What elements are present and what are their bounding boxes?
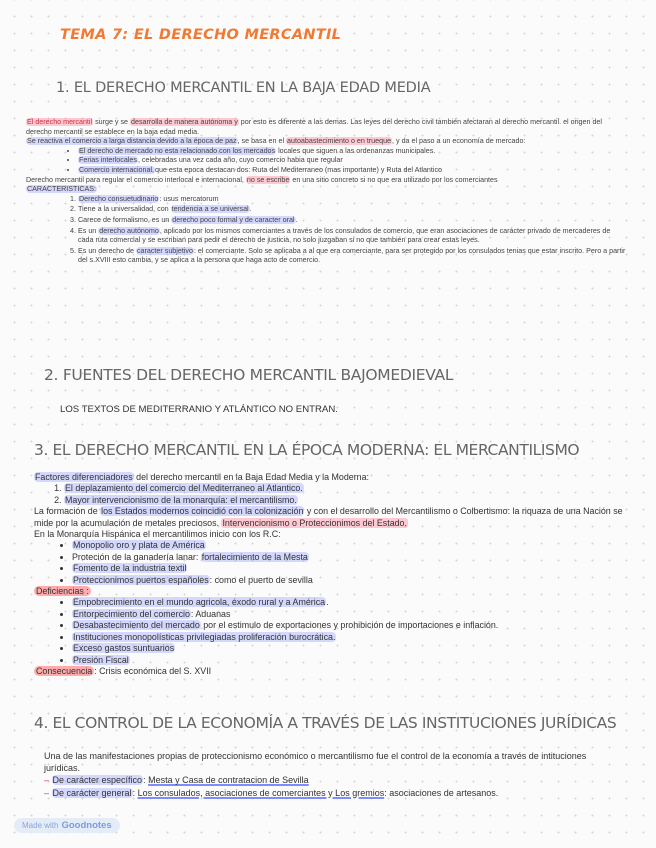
text: : (143, 775, 149, 786)
list-item (78, 247, 626, 266)
highlight: Ferias interlocales (79, 156, 137, 165)
highlight: Exceso gastos suntuarios (73, 643, 175, 654)
highlight: Monopolio oro y plata de América (73, 540, 205, 551)
highlight: Instituciones monopolísticas privilegiadas proliferación burocrática. (73, 631, 336, 642)
paragraph: Una de las manifestaciones propias de proteccionismo económico o mercantilismo fue el control de la economía a través de intituciones jurídicas. (44, 751, 587, 774)
list-item (72, 632, 634, 643)
text: : como el puerto de sevilla (209, 574, 313, 585)
text: Es un (78, 226, 99, 235)
paragraph (26, 137, 626, 147)
highlight: Empobrecimiento en el mundo agricola, éxodo rural y a América (73, 597, 326, 608)
list-item (78, 216, 626, 226)
highlight: Factores diferenciadores (35, 472, 133, 482)
text: . (295, 215, 298, 224)
list-item (64, 483, 634, 494)
goodnotes-badge (14, 818, 120, 833)
characteristics-list (26, 195, 626, 266)
highlight: Comercio internacional, (79, 165, 155, 174)
list-item (78, 166, 626, 176)
highlight: Deficiencias : (36, 586, 89, 597)
paragraph (26, 176, 626, 186)
highlight: autoabastecimiento o en trueque (287, 137, 392, 146)
text: Derecho mercantil para regular el comercio interlocal e internacional, (26, 175, 246, 184)
list-item (64, 495, 634, 506)
dash: – (44, 787, 52, 798)
underlined: Los consulados, asociaciones de comerciantes y Los gremios (137, 787, 385, 798)
text: : Aduanas (190, 608, 231, 619)
list-item (72, 552, 634, 563)
highlight: Derecho consuetudinario (79, 194, 159, 203)
highlight: El derecho mercantil (27, 118, 93, 126)
highlight: Entorpecimiento del comercio (73, 608, 190, 619)
highlight: Mayor intervencionismo de la monarquía: el mercantilismo. (65, 494, 297, 505)
rc-list (34, 540, 634, 586)
paragraph: En la Monarquía Hispánica el mercantilimos inicio con los R.C: (34, 529, 281, 540)
list-item (78, 227, 626, 246)
text: : usus mercatorum (159, 194, 219, 203)
section-1-body (26, 118, 626, 267)
text: por el estimulo de exportaciones y prohibición de importaciones e inflación. (200, 620, 499, 631)
text: por esto es diferente a las demas. Las leyes del derecho civil también afectaran al derecho mercantil. el origen del derecho mercantil se establece en la baja edad media. (26, 118, 602, 136)
section-2-heading: 2. FUENTES DEL DERECHO MERCANTIL BAJOMEDIEVAL (44, 366, 454, 384)
badge-text: Made with (22, 821, 59, 830)
consequence (34, 666, 634, 677)
section-1-heading: 1. EL DERECHO MERCANTIL EN LA BAJA EDAD MEDIA (56, 80, 431, 96)
list-item (78, 147, 626, 157)
text: que esta epoca destacan dos: Ruta del Mediterraneo (mas importante) y Ruta del Atlantico (155, 165, 442, 174)
paragraph (26, 118, 626, 137)
paragraph (34, 506, 634, 529)
highlight: CARACTERISTICAS: (27, 185, 97, 194)
text: , y da el paso a un economía de mercado: (392, 137, 526, 146)
text: : Crisis económica del S. XVII (94, 665, 212, 676)
highlight: Proteccionimos puertos españoles (73, 574, 209, 585)
text: Tiene a la universalidad, con (78, 205, 171, 214)
list-item (78, 156, 626, 166)
list-item (72, 643, 634, 654)
paragraph (44, 774, 604, 786)
highlight: De carácter específico (52, 775, 143, 786)
highlight: Presión Fiscal (73, 654, 129, 665)
text: en una sitio concreto si no que era utilizado por los comerciantes (290, 175, 498, 184)
list-item (72, 609, 634, 620)
deficiencies-list (34, 597, 634, 665)
text: Proteción de la ganadería lanar: (72, 551, 201, 562)
highlight: Desabastecimiento del mercado (73, 620, 200, 631)
page-title: TEMA 7: EL DERECHO MERCANTIL (60, 27, 342, 43)
highlight: Consecuencia (36, 665, 93, 676)
list-item (72, 620, 634, 631)
text: Es un derecho de (78, 246, 136, 255)
text: y con el desarrollo del Mercantilismo o Colbertismo: la riquaza de una Nación se mide por la acumulación de metales preciosos. (34, 506, 623, 528)
highlight: derecho autónomo (99, 226, 159, 235)
underlined: Mesta y Casa de contratacion de Sevilla (148, 775, 309, 786)
highlight: caracter subjetivo (136, 246, 193, 255)
text: : asociaciones de artesanos. (384, 787, 499, 798)
highlight: derecho poco formal y de caracter oral (172, 215, 295, 224)
highlight: El derecho de mercado no esta relacionado con los mercados (79, 146, 276, 155)
list-item (72, 597, 634, 608)
section-4-body (44, 750, 604, 799)
text: surge y se (93, 118, 131, 126)
text: locales que siguen a las ordenanzas municipales. (276, 146, 436, 155)
highlight: De carácter general (52, 787, 132, 798)
highlight: Fomento de la industria textil (73, 563, 187, 574)
section-4-heading: 4. EL CONTROL DE LA ECONOMÍA A TRAVÉS DE LAS INSTITUCIONES JURÍDICAS (34, 714, 617, 732)
text: , celebradas una vez cada año, cuyo comercio habia que regular (137, 156, 343, 165)
highlight: no se escribe (246, 175, 290, 184)
highlight: El deplazamiento del comercio del Mediterraneo al Atlantico. (65, 483, 303, 494)
paragraph (34, 472, 634, 483)
highlight: fortalecimiento de la Mesta (201, 551, 308, 562)
deficiencies-label (34, 586, 634, 597)
badge-brand: Goodnotes (61, 820, 112, 831)
dash: – (44, 775, 52, 786)
section-3-heading: 3. EL DERECHO MERCANTIL EN LA ÉPOCA MODERNA: EL MERCANTILISMO (34, 441, 580, 459)
list-item (72, 563, 634, 574)
list-item (78, 195, 626, 205)
list-item (72, 655, 634, 666)
text: . (326, 597, 329, 608)
text: . (249, 205, 252, 214)
text: La formación de (34, 506, 101, 517)
highlight: tendencia a se universal (171, 205, 249, 214)
factors-list (34, 483, 634, 506)
list-item (72, 540, 634, 551)
text: Carece de formalismo, es un (78, 215, 172, 224)
text: , aplicado por los mismos comerciantes a través de los consulados de comercio, que eran asociaciones de carácter privado de mercaderes de cada ruta comercial y se escribian para pedir el derecho de justicia, no solo juzgaban si no que también para crear estas leyes. (78, 226, 611, 245)
text: , se basa en el (237, 137, 287, 146)
section-3-body (34, 472, 634, 677)
highlight: Se reactiva el comercio a larga distancia devido a la época de paz (27, 137, 237, 146)
list-item (78, 205, 626, 215)
highlight: Intervencionismo o Proteccionimos del Estado. (222, 517, 407, 528)
characteristics-label (26, 185, 626, 195)
text: : el comerciante. Solo se aplicaba a al que era comerciante, para ser protegido por los consulados tenias que estar inscrito. Pero a partir del s.XVIII esto cambia, y se aplica a la persona que haga acto de comercio. (78, 246, 626, 265)
paragraph (44, 787, 604, 799)
text: : (132, 787, 138, 798)
highlight: desarrolla de manera autónoma y (131, 118, 238, 126)
list-item (72, 575, 634, 586)
bullet-list (26, 147, 626, 176)
text: del derecho mercantil en la Baja Edad Media y la Moderna: (133, 472, 370, 482)
highlight: los Estados modernos coincidió con la colonización (101, 506, 304, 517)
section-2-text: LOS TEXTOS DE MEDITERRANIO Y ATLÁNTICO NO ENTRAN. (60, 404, 338, 415)
